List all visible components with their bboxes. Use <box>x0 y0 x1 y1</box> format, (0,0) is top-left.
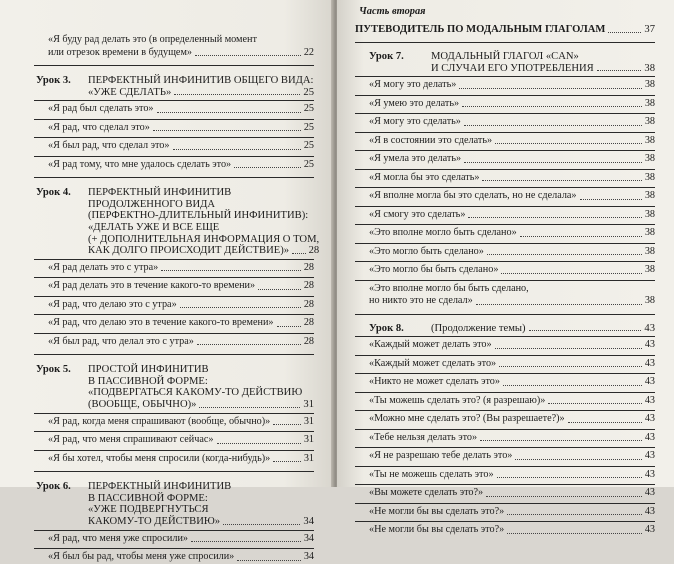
lesson-title-line: ПРОДОЛЖЕННОГО ВИДА <box>88 198 215 210</box>
page-number: 31 <box>303 434 314 446</box>
entry-text: «Я рад, что меня уже спросили» <box>48 532 189 544</box>
page-number: 43 <box>644 339 655 351</box>
entry-text: «Я рад, что делаю это в течение какого-то времени» <box>48 317 274 329</box>
intro-line-1: «Я буду рад делать это (в определенный момент <box>48 34 257 45</box>
leader-dots <box>503 385 642 386</box>
page-number: 31 <box>303 399 314 411</box>
leader-dots <box>568 422 642 423</box>
entry-text: «Ты не можешь сделать это» <box>369 468 494 480</box>
leader-dots <box>501 273 641 274</box>
entry-text: «Это вполне могло быть сделано» <box>369 227 517 239</box>
page-number: 38 <box>644 264 655 276</box>
page-number: 43 <box>644 505 655 517</box>
toc-entry[interactable] <box>355 447 655 463</box>
leader-dots <box>459 88 641 89</box>
entry-text: «Вы можете сделать это?» <box>369 487 484 499</box>
page-number: 34 <box>303 532 314 544</box>
toc-entry[interactable] <box>34 296 314 312</box>
entry-text: «Я могла бы это сделать» <box>369 171 480 183</box>
lesson-title-line: ПРОСТОЙ ИНФИНИТИВ <box>88 364 209 376</box>
part-title-text: ПУТЕВОДИТЕЛЬ ПО МОДАЛЬНЫМ ГЛАГОЛАМ <box>355 24 606 35</box>
lesson-label: Урок 5. <box>36 364 71 376</box>
intro-line-2: или отрезок времени в будущем» <box>48 46 192 58</box>
page-number: 22 <box>303 46 314 58</box>
entry-text: «Я смогу это сделать» <box>369 208 466 220</box>
entry-text: «Я рад, что сделал это» <box>48 121 150 133</box>
entry-text: «Тебе нельзя делать это» <box>369 431 478 443</box>
lesson-title-line: И СЛУЧАИ ЕГО УПОТРЕБЛЕНИЯ <box>431 62 594 74</box>
entry-text: «Никто не может сделать это» <box>369 376 500 388</box>
entry-text: «Не могли бы вы сделать это?» <box>369 505 505 517</box>
page-number: 38 <box>644 171 655 183</box>
toc-entry[interactable] <box>355 206 655 222</box>
leader-dots <box>462 106 642 107</box>
entry-text: «Я бы хотел, чтобы меня спросили (когда-нибудь)» <box>48 452 271 464</box>
entry-text: «Я умею это делать» <box>369 97 460 109</box>
page-number: 25 <box>303 86 314 98</box>
lesson-title-line: ПЕРФЕКТНЫЙ ИНФИНИТИВ <box>88 187 232 199</box>
entry-text: «Это вполне могло бы быть сделано, <box>369 282 529 294</box>
leader-dots <box>495 348 642 349</box>
entry-text: «Я рад делать это в течение какого-то времени» <box>48 280 256 292</box>
toc-entry[interactable] <box>355 76 655 92</box>
page-number: 25 <box>303 103 314 115</box>
divider <box>355 42 655 43</box>
lesson-label: Урок 6. <box>36 481 71 493</box>
leader-dots <box>157 112 301 113</box>
page-number: 38 <box>644 62 655 74</box>
lesson-title-line: ПЕРФЕКТНЫЙ ИНФИНИТИВ ОБЩЕГО ВИДА: <box>88 75 314 86</box>
page-number: 38 <box>644 134 655 146</box>
part-title[interactable] <box>355 23 655 36</box>
lesson-title-line: (Продолжение темы) <box>431 322 526 334</box>
toc-entry[interactable] <box>355 243 655 259</box>
lesson-label: Урок 3. <box>36 75 71 86</box>
page-number: 38 <box>644 245 655 257</box>
toc-entry[interactable] <box>355 429 655 445</box>
page-number: 25 <box>303 140 314 152</box>
toc-entry[interactable] <box>34 277 314 293</box>
leader-dots <box>468 217 641 218</box>
entry-text-continued: но никто это не сделал» <box>369 295 473 307</box>
lesson-title-line: В ПАССИВНОЙ ФОРМЕ: <box>88 492 208 504</box>
leader-dots <box>258 289 301 290</box>
toc-entry[interactable] <box>34 156 314 172</box>
leader-dots <box>191 541 301 542</box>
entry-text: «Можно мне сделать это? (Вы разрешаете?)» <box>369 413 565 425</box>
page-number: 28 <box>303 335 314 347</box>
entry-text: «Это могло бы быть сделано» <box>369 264 499 276</box>
toc-entry[interactable] <box>355 261 655 277</box>
page-number: 38 <box>644 97 655 109</box>
leader-dots <box>197 344 301 345</box>
leader-dots <box>580 199 642 200</box>
entry-text: «Это могло быть сделано» <box>369 245 484 257</box>
leader-dots <box>153 130 301 131</box>
lesson-title-line: КАК ДОЛГО ПРОИСХОДИТ ДЕЙСТВИЕ)» <box>88 245 290 257</box>
toc-entry[interactable] <box>34 259 314 275</box>
toc-entry[interactable] <box>34 100 314 116</box>
divider <box>355 314 655 315</box>
toc-entry[interactable] <box>34 450 314 466</box>
leader-dots <box>482 180 641 181</box>
toc-entry[interactable] <box>355 224 655 240</box>
entry-text: «Я не разрешаю тебе делать это» <box>369 450 513 462</box>
leader-dots <box>180 307 301 308</box>
lesson-label: Урок 4. <box>36 187 71 199</box>
entry-text: «Не могли бы вы сделать это?» <box>369 524 505 536</box>
page-number: 38 <box>644 153 655 165</box>
lesson-title-line: В ПАССИВНОЙ ФОРМЕ: <box>88 375 208 387</box>
right-page <box>337 0 674 536</box>
divider <box>34 354 314 355</box>
page-number: 37 <box>644 24 655 35</box>
lesson-title-line: ПЕРФЕКТНЫЙ ИНФИНИТИВ <box>88 481 232 493</box>
divider <box>34 471 314 472</box>
lesson-label: Урок 7. <box>369 51 404 62</box>
part-label: Часть вторая <box>359 6 426 17</box>
toc-entry[interactable] <box>34 530 314 546</box>
entry-text: «Я был рад, что делал это с утра» <box>48 335 194 347</box>
leader-dots <box>234 167 301 168</box>
leader-dots <box>529 330 642 331</box>
toc-entry[interactable] <box>355 132 655 148</box>
toc-entry[interactable] <box>355 466 655 482</box>
page-number: 34 <box>303 551 314 562</box>
entry-text: «Ты можешь сделать это? (я разрешаю)» <box>369 394 546 406</box>
leader-dots <box>520 236 642 237</box>
toc-entry[interactable] <box>355 150 655 166</box>
leader-dots <box>515 459 641 460</box>
toc-entry[interactable] <box>34 431 314 447</box>
leader-dots <box>608 32 641 33</box>
toc-entry[interactable] <box>34 548 314 564</box>
toc-entry[interactable] <box>355 484 655 500</box>
leader-dots <box>486 496 642 497</box>
page-number: 38 <box>644 295 655 307</box>
leader-dots <box>497 477 642 478</box>
entry-text: «Я был рад, что сделал это» <box>48 140 170 152</box>
leader-dots <box>161 270 301 271</box>
leader-dots <box>292 253 306 254</box>
leader-dots <box>495 143 642 144</box>
leader-dots <box>174 94 300 95</box>
lesson-5[interactable] <box>34 364 314 410</box>
page-number: 38 <box>644 208 655 220</box>
page-number: 43 <box>644 524 655 536</box>
toc-entry[interactable] <box>355 521 655 537</box>
right-toc-column <box>355 6 655 537</box>
toc-entry[interactable] <box>355 355 655 371</box>
entry-text: «Я умела это делать» <box>369 153 462 165</box>
page-number: 43 <box>644 413 655 425</box>
leader-dots <box>507 533 642 534</box>
leader-dots <box>464 162 642 163</box>
entry-text: «Я рад тому, что мне удалось сделать это» <box>48 158 232 170</box>
toc-entry[interactable] <box>355 113 655 129</box>
lesson-title-line: КАКОМУ-ТО ДЕЙСТВИЮ» <box>88 515 221 527</box>
toc-entry[interactable] <box>355 169 655 185</box>
toc-entry[interactable] <box>355 410 655 426</box>
page-number: 43 <box>644 322 655 334</box>
entry-text: «Я вполне могла бы это сделать, но не сделала» <box>369 190 577 202</box>
leader-dots <box>597 70 642 71</box>
page-number: 28 <box>303 280 314 292</box>
leader-dots <box>195 55 301 56</box>
leader-dots <box>237 560 301 561</box>
divider <box>34 177 314 178</box>
leader-dots <box>548 403 641 404</box>
lesson-8[interactable] <box>355 323 655 335</box>
toc-entry[interactable] <box>355 503 655 519</box>
lesson-title-line: (ВООБЩЕ, ОБЫЧНО)» <box>88 399 197 411</box>
leader-dots <box>273 461 301 462</box>
entry-text: «Я рад, когда меня спрашивают (вообще, обычно)» <box>48 415 271 427</box>
lesson-6[interactable] <box>34 481 314 527</box>
entry-text: «Я могу это сделать» <box>369 116 461 128</box>
toc-entry[interactable] <box>355 187 655 203</box>
leader-dots <box>199 407 300 408</box>
lesson-title-line: «ДЕЛАТЬ УЖЕ И ВСЕ ЕЩЕ <box>88 221 220 233</box>
leader-dots <box>223 524 300 525</box>
page-number: 43 <box>644 394 655 406</box>
leader-dots <box>277 326 301 327</box>
lesson-3[interactable] <box>34 75 314 98</box>
page-number: 31 <box>303 415 314 427</box>
page-number: 28 <box>303 317 314 329</box>
page-number: 38 <box>644 79 655 91</box>
entry-text: «Каждый может сделать это» <box>369 357 497 369</box>
page-number: 43 <box>644 450 655 462</box>
page-number: 38 <box>644 227 655 239</box>
toc-entry[interactable] <box>355 392 655 408</box>
page-number: 43 <box>644 376 655 388</box>
leader-dots <box>217 443 301 444</box>
toc-entry-intro[interactable] <box>34 34 314 59</box>
leader-dots <box>487 254 642 255</box>
leader-dots <box>507 514 642 515</box>
page-number: 31 <box>303 452 314 464</box>
page-number: 38 <box>644 190 655 202</box>
entry-text: «Я был бы рад, чтобы меня уже спросили» <box>48 551 235 562</box>
page-number: 34 <box>303 515 314 527</box>
lesson-4[interactable] <box>34 187 320 257</box>
toc-entry[interactable] <box>34 413 314 429</box>
entry-text: «Я в состоянии это сделать» <box>369 134 493 146</box>
page-number: 28 <box>303 261 314 273</box>
lesson-title-line: «УЖЕ СДЕЛАТЬ» <box>88 86 172 98</box>
page-number: 28 <box>303 298 314 310</box>
left-toc-column <box>34 34 320 564</box>
toc-entry[interactable] <box>34 137 314 153</box>
page-number: 43 <box>644 357 655 369</box>
leader-dots <box>480 440 642 441</box>
leader-dots <box>476 304 642 305</box>
page-number: 28 <box>308 245 320 257</box>
page-number: 38 <box>644 116 655 128</box>
entry-text: «Каждый может делать это» <box>369 339 492 351</box>
toc-entry[interactable] <box>355 280 655 308</box>
page-number: 43 <box>644 487 655 499</box>
lesson-title-line: (ПЕРФЕКТНО-ДЛИТЕЛЬНЫЙ ИНФИНИТИВ): <box>88 210 309 222</box>
entry-text: «Я рад, что делаю это с утра» <box>48 298 177 310</box>
leader-dots <box>173 149 301 150</box>
toc-entry[interactable] <box>34 333 314 349</box>
leader-dots <box>464 125 642 126</box>
leader-dots <box>499 366 642 367</box>
page-number: 43 <box>644 468 655 480</box>
toc-entry[interactable] <box>355 95 655 111</box>
entry-text: «Я могу это делать» <box>369 79 457 91</box>
page-number: 25 <box>303 121 314 133</box>
leader-dots <box>273 424 301 425</box>
left-page <box>0 0 334 562</box>
divider <box>34 65 314 66</box>
toc-entry[interactable] <box>355 336 655 352</box>
entry-text: «Я рад делать это с утра» <box>48 261 159 273</box>
toc-entry[interactable] <box>34 119 314 135</box>
lesson-title-line: «УЖЕ ПОДВЕРГНУТЬСЯ <box>88 504 209 516</box>
entry-text: «Я рад был сделать это» <box>48 103 154 115</box>
entry-text: «Я рад, что меня спрашивают сейчас» <box>48 434 214 446</box>
lesson-label: Урок 8. <box>369 322 404 334</box>
lesson-7[interactable] <box>355 51 655 74</box>
page-number: 43 <box>644 431 655 443</box>
page-number: 25 <box>303 158 314 170</box>
lesson-title-line: «ПОДВЕРГАТЬСЯ КАКОМУ-ТО ДЕЙСТВИЮ <box>88 387 303 399</box>
toc-entry[interactable] <box>355 373 655 389</box>
lesson-title-line: МОДАЛЬНЫЙ ГЛАГОЛ «CAN» <box>431 51 579 62</box>
toc-entry[interactable] <box>34 314 314 330</box>
lesson-title-line: (+ ДОПОЛНИТЕЛЬНАЯ ИНФОРМАЦИЯ О ТОМ, <box>88 233 320 245</box>
